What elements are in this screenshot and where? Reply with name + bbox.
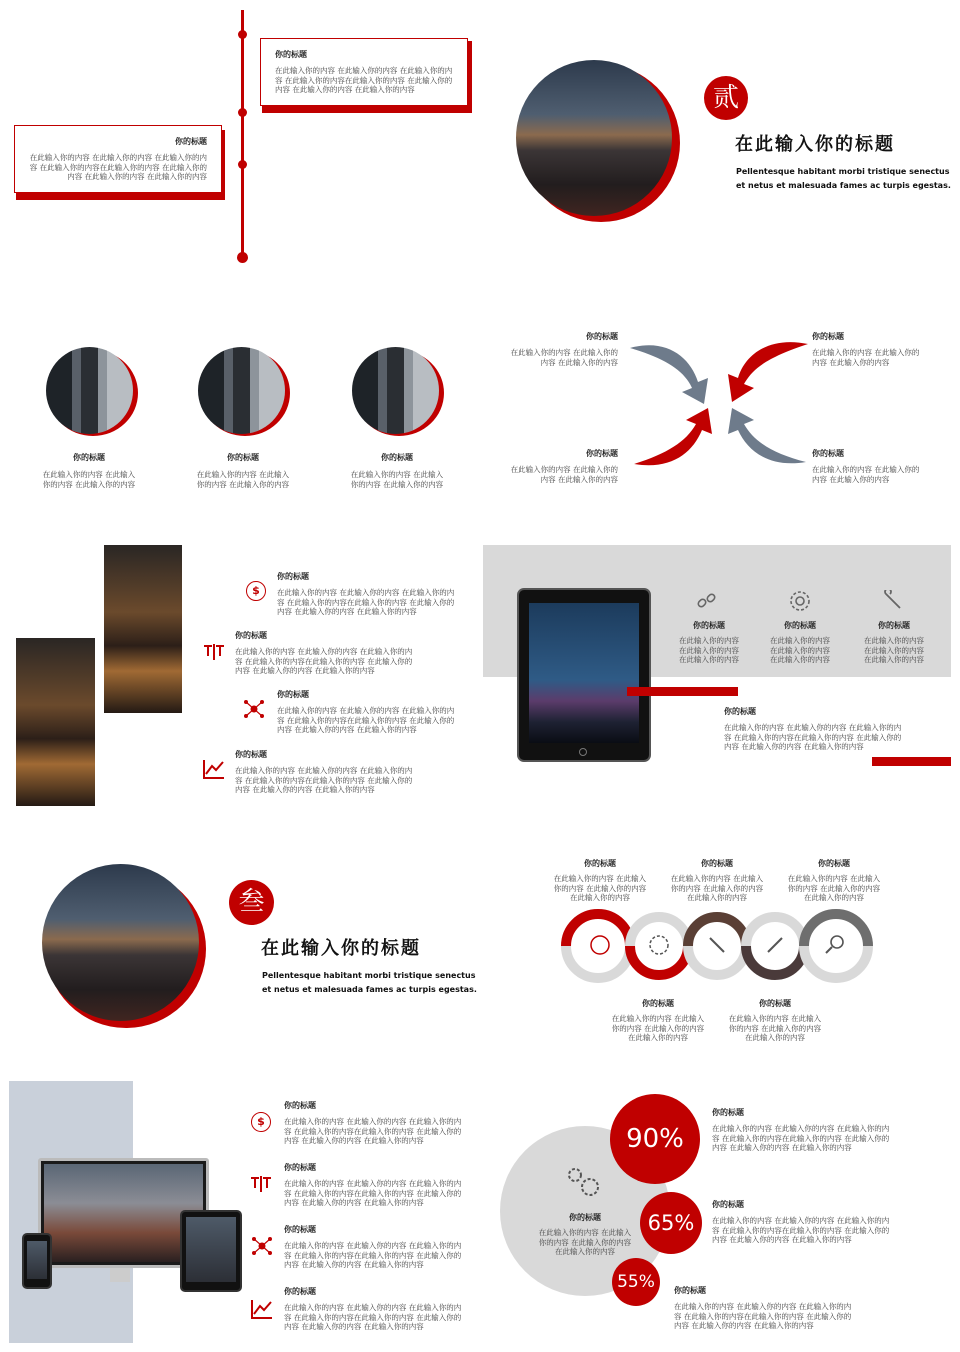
phone-device xyxy=(22,1233,52,1289)
percent-circle-medium: 65% xyxy=(640,1192,702,1254)
item-title: 你的标题 xyxy=(724,707,756,716)
city-highway-photo xyxy=(516,60,672,216)
wave-item xyxy=(553,858,647,903)
item-text: 在此输入你的内容 在此输入你的内容 在此输入你的内容 在此输入你的内容 xyxy=(670,874,764,902)
item-text: 在此输入你的内容 在此输入你的内容 在此输入你的内容 在此输入你的内容 xyxy=(787,874,881,902)
monitor-stand xyxy=(110,1268,130,1282)
item-title: 你的标题 xyxy=(569,1213,601,1222)
item-text: 在此输入你的内容 在此输入你的内容 在此输入你的内容 在此输入你的内容在此输入你的内容 在此输入你的内容 在此输入你的内容 在此输入你的内容 xyxy=(235,647,413,675)
percent-item xyxy=(712,1199,894,1245)
timeline-card-left xyxy=(14,125,222,193)
item-title: 你的标题 xyxy=(759,999,791,1008)
item-text: 在此输入你的内容 在此输入你的内容 在此输入你的内容 在此输入你的内容在此输入你的内容 在此输入你的内容 在此输入你的内容 在此输入你的内容 xyxy=(284,1179,462,1207)
item-title: 你的标题 xyxy=(642,999,674,1008)
item-text: 在此输入你的内容 在此输入你的内容 在此输入你的内容 在此输入你的内容在此输入你的内容 在此输入你的内容 在此输入你的内容 在此输入你的内容 xyxy=(724,723,902,751)
item-title: 你的标题 xyxy=(818,859,850,868)
item-text: 在此输入你的内容 在此输入你的内容 在此输入你的内容 xyxy=(770,636,830,664)
item-title: 你的标题 xyxy=(586,332,618,341)
building-photo xyxy=(352,347,439,434)
timeline-line xyxy=(241,10,244,254)
item-text: 在此输入你的内容 在此输入你的内容 在此输入你的内容 在此输入你的内容 xyxy=(611,1014,705,1042)
item-text: 在此输入你的内容 在此输入你的内容 在此输入你的内容 在此输入你的内容在此输入你的内容 在此输入你的内容 在此输入你的内容 在此输入你的内容 xyxy=(277,588,455,616)
item-text: 在此输入你的内容 在此输入你的内容 在此输入你的内容 在此输入你的内容在此输入你的内容 在此输入你的内容 在此输入你的内容 在此输入你的内容 xyxy=(277,706,455,734)
item-text: 在此输入你的内容 在此输入你的内容 在此输入你的内容 在此输入你的内容在此输入你的内容 在此输入你的内容 在此输入你的内容 在此输入你的内容 xyxy=(284,1241,462,1269)
section-subtitle-2: et netus et malesuada fames ac turpis egestas. xyxy=(736,181,951,190)
item-text: 在此输入你的内容 在此输入你的内容 在此输入你的内容 xyxy=(350,470,444,489)
wave-item xyxy=(728,998,822,1043)
item-text: 在此输入你的内容 在此输入你的内容 在此输入你的内容 在此输入你的内容在此输入你的内容 在此输入你的内容 在此输入你的内容 在此输入你的内容 xyxy=(235,766,413,794)
item-title: 你的标题 xyxy=(381,453,413,462)
gear-icon xyxy=(788,589,812,613)
percent-item xyxy=(674,1285,856,1331)
building-photo xyxy=(198,347,285,434)
red-bar xyxy=(627,687,738,696)
feature-item xyxy=(675,620,743,665)
gears-icon xyxy=(563,1163,603,1199)
list-item xyxy=(277,689,457,735)
item-title: 你的标题 xyxy=(701,859,733,868)
dollar-icon: $ xyxy=(246,581,266,601)
percent-circle-large: 90% xyxy=(610,1094,700,1184)
list-item xyxy=(284,1100,464,1146)
item-title: 你的标题 xyxy=(812,332,844,341)
item-title: 你的标题 xyxy=(284,1225,316,1234)
list-item xyxy=(235,749,415,795)
red-bar xyxy=(872,757,951,766)
item-text: 在此输入你的内容 在此输入你的内容 在此输入你的内容 xyxy=(510,348,618,367)
item-text: 在此输入你的内容 在此输入你的内容 在此输入你的内容 xyxy=(812,348,920,367)
item-title: 你的标题 xyxy=(284,1101,316,1110)
item-title: 你的标题 xyxy=(284,1163,316,1172)
circle-item xyxy=(194,452,292,489)
list-item xyxy=(284,1286,464,1332)
item-text: 在此输入你的内容 在此输入你的内容 在此输入你的内容 在此输入你的内容在此输入你的内容 在此输入你的内容 在此输入你的内容 在此输入你的内容 xyxy=(674,1302,852,1330)
network-icon xyxy=(249,1174,273,1194)
traffic-photo xyxy=(16,638,95,806)
percent-circle-small: 55% xyxy=(612,1258,660,1306)
night-skyline-photo xyxy=(529,603,639,743)
section-badge: 贰 xyxy=(704,76,748,120)
wave-item xyxy=(787,858,881,903)
percent-item xyxy=(712,1107,894,1153)
item-text: 在此输入你的内容 在此输入你的内容 在此输入你的内容 xyxy=(196,470,290,489)
item-title: 你的标题 xyxy=(878,621,910,630)
item-title: 你的标题 xyxy=(284,1287,316,1296)
list-item xyxy=(284,1224,464,1270)
card-text: 在此输入你的内容 在此输入你的内容 在此输入你的内容 在此输入你的内容在此输入你的内容 在此输入你的内容 在此输入你的内容 在此输入你的内容 xyxy=(275,66,453,94)
item-text: 在此输入你的内容 在此输入你的内容 在此输入你的内容 xyxy=(679,636,739,664)
list-item xyxy=(277,571,457,617)
item-title: 你的标题 xyxy=(277,690,309,699)
arrow-item xyxy=(812,448,924,484)
converging-arrows-icon xyxy=(620,336,820,476)
timeline-dot xyxy=(238,108,247,117)
feature-item xyxy=(860,620,928,665)
circle-item xyxy=(40,452,138,489)
section-subtitle-1: Pellentesque habitant morbi tristique senectus xyxy=(736,167,950,176)
chart-line-icon xyxy=(250,1298,274,1320)
city-highway-photo xyxy=(42,864,199,1021)
bridge-photo xyxy=(104,545,182,713)
arrow-item xyxy=(505,448,618,484)
list-item xyxy=(235,630,415,676)
tablet-device xyxy=(517,588,651,762)
link-icon xyxy=(696,590,718,612)
tablet-device xyxy=(180,1210,242,1292)
item-text: 在此输入你的内容 在此输入你的内容 在此输入你的内容 在此输入你的内容 xyxy=(538,1228,632,1256)
item-text: 在此输入你的内容 在此输入你的内容 在此输入你的内容 在此输入你的内容在此输入你的内容 在此输入你的内容 在此输入你的内容 在此输入你的内容 xyxy=(284,1117,462,1145)
item-title: 你的标题 xyxy=(712,1108,744,1117)
wave-item xyxy=(611,998,705,1043)
network-icon xyxy=(202,642,226,662)
item-title: 你的标题 xyxy=(584,859,616,868)
section-subtitle-1: Pellentesque habitant morbi tristique senectus xyxy=(262,971,476,980)
section-badge: 叁 xyxy=(229,880,274,925)
item-title: 你的标题 xyxy=(693,621,725,630)
dollar-icon: $ xyxy=(251,1112,271,1132)
timeline-dot xyxy=(238,160,247,169)
main-item xyxy=(724,706,904,752)
feature-item xyxy=(766,620,834,665)
item-text: 在此输入你的内容 在此输入你的内容 在此输入你的内容 在此输入你的内容在此输入你的内容 在此输入你的内容 在此输入你的内容 在此输入你的内容 xyxy=(284,1303,462,1331)
building-photo xyxy=(46,347,133,434)
item-title: 你的标题 xyxy=(235,750,267,759)
card-text: 在此输入你的内容 在此输入你的内容 在此输入你的内容 在此输入你的内容在此输入你的内容 在此输入你的内容 在此输入你的内容 在此输入你的内容 xyxy=(29,153,207,181)
section-title: 在此输入你的标题 xyxy=(261,938,421,959)
arrow-item xyxy=(812,331,924,367)
item-text: 在此输入你的内容 在此输入你的内容 在此输入你的内容 在此输入你的内容 xyxy=(728,1014,822,1042)
wave-item xyxy=(670,858,764,903)
molecule-icon xyxy=(251,1235,273,1257)
process-wave-icon xyxy=(560,908,876,984)
item-text: 在此输入你的内容 在此输入你的内容 在此输入你的内容 xyxy=(812,465,920,484)
timeline-card-right xyxy=(260,38,468,106)
item-text: 在此输入你的内容 在此输入你的内容 在此输入你的内容 xyxy=(864,636,924,664)
card-title: 你的标题 xyxy=(175,137,207,146)
item-title: 你的标题 xyxy=(586,449,618,458)
item-text: 在此输入你的内容 在此输入你的内容 在此输入你的内容 在此输入你的内容 xyxy=(553,874,647,902)
item-title: 你的标题 xyxy=(277,572,309,581)
item-text: 在此输入你的内容 在此输入你的内容 在此输入你的内容 在此输入你的内容在此输入你的内容 在此输入你的内容 在此输入你的内容 在此输入你的内容 xyxy=(712,1216,890,1244)
arrow-item xyxy=(505,331,618,367)
item-title: 你的标题 xyxy=(812,449,844,458)
wrench-icon xyxy=(882,590,904,612)
item-title: 你的标题 xyxy=(227,453,259,462)
item-text: 在此输入你的内容 在此输入你的内容 在此输入你的内容 xyxy=(510,465,618,484)
chart-line-icon xyxy=(202,758,226,780)
timeline-end-dot xyxy=(237,252,248,263)
center-item xyxy=(536,1212,634,1257)
item-title: 你的标题 xyxy=(235,631,267,640)
list-item xyxy=(284,1162,464,1208)
item-text: 在此输入你的内容 在此输入你的内容 在此输入你的内容 xyxy=(42,470,136,489)
item-title: 你的标题 xyxy=(784,621,816,630)
circle-item xyxy=(348,452,446,489)
item-text: 在此输入你的内容 在此输入你的内容 在此输入你的内容 在此输入你的内容在此输入你的内容 在此输入你的内容 在此输入你的内容 在此输入你的内容 xyxy=(712,1124,890,1152)
item-title: 你的标题 xyxy=(73,453,105,462)
card-title: 你的标题 xyxy=(275,50,307,59)
section-subtitle-2: et netus et malesuada fames ac turpis egestas. xyxy=(262,985,477,994)
timeline-dot xyxy=(238,30,247,39)
home-button-icon xyxy=(579,748,587,756)
item-title: 你的标题 xyxy=(674,1286,706,1295)
molecule-icon xyxy=(243,698,265,720)
item-title: 你的标题 xyxy=(712,1200,744,1209)
section-title: 在此输入你的标题 xyxy=(735,134,895,155)
